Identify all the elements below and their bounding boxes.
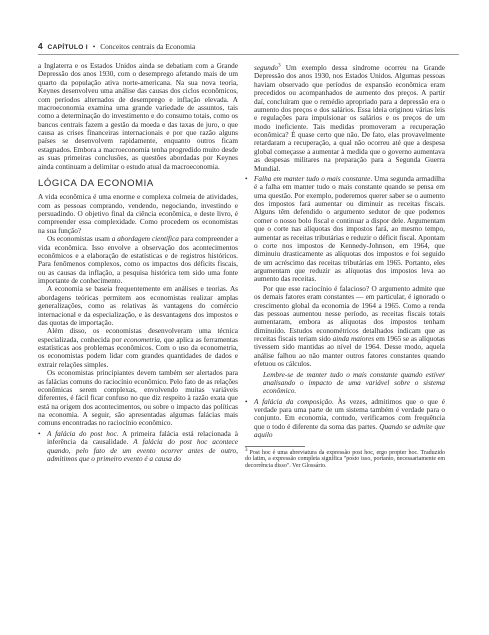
bullet-icon: • bbox=[245, 397, 248, 406]
item-label: A falácia da composição bbox=[254, 397, 332, 406]
text-run: , que aplica as ferramentas estatísticas aos problemas econômicos. Com o uso da econometria, os economistas podem lidar com grandes quantidades de dados e extrair relações simples. bbox=[38, 335, 238, 369]
running-header bbox=[38, 40, 459, 55]
paragraph: Os economistas principiantes devem também ser alertados para as falácias comuns do raciocínio econômico. Pelo fato de as relações econômicas serem complexas, envolvendo muitas variáveis diferentes, é fácil ficar confuso no que diz respeito à razão exata que está na origem dos acontecimentos, ou sobre o impacto das políticas na economia. A seguir, são apresentadas algumas falácias mais comuns encontradas no raciocínio econômico. bbox=[38, 369, 238, 428]
chapter-title: Conceitos centrais da Economia bbox=[100, 42, 196, 51]
bullet-icon: • bbox=[38, 429, 41, 438]
list-item bbox=[245, 175, 445, 396]
emphasis: ainda maiores bbox=[332, 335, 375, 343]
paragraph bbox=[38, 235, 238, 285]
footnote bbox=[245, 447, 445, 470]
list-item bbox=[38, 430, 238, 464]
emphasis: segundo bbox=[254, 64, 279, 72]
paragraph: A vida econômica é uma enorme e complexa colmeia de atividades, com as pessoas comprando, vendendo, negociando, investindo e persuadindo. O objetivo final da ciência econômica, e deste livro, é compreender essa complexidade. Como procedem os economistas na sua função? bbox=[38, 193, 238, 235]
emphasis: econometria bbox=[123, 335, 160, 344]
list-item bbox=[245, 64, 445, 173]
paragraph: A economia se baseia frequentemente em análises e teorias. As abordagens teóricas permitem aos economistas realizar amplas generalizações, como as relativas às vantagens do comércio internacional e da especialização, e às desvantagens dos impostos e das quotas de importação. bbox=[38, 285, 238, 327]
item-label: A falácia do post hoc bbox=[47, 429, 117, 438]
text-run: para compreender a vida econômica. Isso envolve a observação dos acontecimentos econômicos e a elaboração de estatísticas e de registros históricos. Para fenômenos complexos, como os impactos dos déficits fiscais, ou as causas da inflação, a pesquisa histórica tem sido uma fonte importante de conhecimento. bbox=[38, 235, 239, 285]
bullet-icon: • bbox=[245, 174, 248, 183]
footnote-text: Post hoc é uma abreviatura da expressão post hoc, ergo propter hoc. Traduzido do latim, a expressão completa significa "posto isso, portanto, necessariamente em decorrência disso". Ver Glossário. bbox=[245, 449, 445, 470]
fallacy-list-continued bbox=[245, 64, 445, 440]
paragraph bbox=[254, 285, 445, 369]
footnote-marker: 3 bbox=[245, 447, 248, 453]
emphasis: A falácia do post hoc acontece quando, pelo fato de um evento ocorrer antes de outro, admitimos que o primeiro evento é a causa do bbox=[47, 438, 238, 463]
chapter-label: CAPÍTULO I bbox=[47, 44, 88, 51]
item-label: Falha em manter tudo o mais constante bbox=[254, 174, 371, 183]
emphasis: Quando se admite que aquilo bbox=[254, 422, 445, 440]
footnote-ref[interactable]: 3 bbox=[278, 63, 281, 69]
left-column bbox=[38, 62, 238, 463]
text-run: . A primeira falácia está relacionada à inferência da causalidade. bbox=[47, 429, 238, 447]
text-run: Os economistas usam bbox=[47, 235, 112, 244]
text-run: Um exemplo dessa síndrome ocorreu na Grande Depressão dos anos 1930, nos Estados Unidos. Algumas pessoas haviam observado que períodos de expansão econômica eram precedidos ou acompanhados de aumento dos preços. A partir daí, concluíram que o remédio apropriado para a depressão era o aumento dos preços e dos salários. Essa ideia originou várias leis e regulações para impulsionar os salários e os preços de um modo ineficiente. Tais medidas promoveram a recuperação econômica? É quase certo que não. De fato, elas provavelmente retardaram a recuperação, a qual não ocorreu até que a despesa global começasse a aumentar à medida que o governo aumentava as despesas militares na preparação para a Segunda Guerra Mundial. bbox=[254, 64, 445, 173]
header-separator: • bbox=[92, 42, 96, 51]
page-number: 4 bbox=[38, 41, 43, 51]
text-run: . Uma segunda armadilha é a falha em manter tudo o mais constante quando se pensa em uma questão. Por exemplo, poderemos querer saber se o aumento dos impostos fará aumentar ou diminuir as receitas fiscais. Alguns têm defendido o argumento sedutor de que podemos comer o nosso bolo fiscal e continuar a dispor dele. Argumentam que o corte nas alíquotas dos impostos fará, ao mesmo tempo, aumentar as receitas tributárias e reduzir o déficit fiscal. Apontam o corte nos impostos de Kennedy-Johnson, em 1964, que diminuiu drasticamente as alíquotas dos impostos e foi seguido de um acréscimo das receitas tributárias em 1965. Portanto, eles argumentam que reduzir as alíquotas dos impostos leva ao aumento das receitas. bbox=[254, 174, 445, 284]
paragraph: a Inglaterra e os Estados Unidos ainda se debatiam com a Grande Depressão dos anos 1930, com o desemprego afetando mais de um quarto da população ativa norte-americana. Na sua nova teoria, Keynes desenvolveu uma análise das causas dos ciclos econômicos, com períodos alternados de desemprego e inflação elevada. A macroeconomia examina uma grande variedade de assuntos, tais como a determinação do investimento e do consumo totais, como os bancos centrais fazem a gestão da moeda e das taxas de juro, o que causa as crises financeiras internacionais e por que razão alguns países se desenvolvem rapidamente, enquanto outros ficam estagnados. Embora a macroeconomia tenha progredido muito desde as suas primeiras conclusões, as questões abordadas por Keynes ainda continuam a delimitar o estudo atual da macroeconomia. bbox=[38, 62, 238, 171]
text-run: Por que esse raciocínio é falacioso? O argumento admite que os demais fatores eram constantes — em particular, é ignorado o crescimento global da economia de 1964 a 1965. Como a renda das pessoas aumentou nesse período, as receitas fiscais totais aumentaram, embora as alíquotas dos impostos tenham diminuído. Estudos econométricos detalhados indicam que as receitas fiscais teriam sido bbox=[254, 284, 445, 343]
footnote-divider bbox=[245, 446, 305, 447]
text-run: . Às vezes, admitimos que o que é verdade para uma parte de um sistema também é verdade para o conjunto. Em economia, contudo, verificamos com frequência que o todo é diferente da soma das partes. bbox=[254, 397, 445, 431]
list-item bbox=[245, 398, 445, 440]
right-column bbox=[245, 62, 445, 470]
paragraph bbox=[38, 327, 238, 369]
emphasis: a abordagem científica bbox=[111, 235, 179, 244]
fallacy-list bbox=[38, 430, 238, 464]
text-run: em 1965 se as alíquotas tivessem sido mantidas ao nível de 1964. Desse modo, aquela análise falhou ao não manter outros fatores constantes quando efetuou os cálculos. bbox=[254, 335, 446, 369]
section-heading: LÓGICA DA ECONOMIA bbox=[38, 177, 154, 189]
callout-quote: Lembre-se de manter tudo o mais constante quando estiver analisando o impacto de uma variável sobre o sistema econômico. bbox=[263, 370, 445, 396]
text-run: Além disso, os economistas desenvolveram uma técnica especializada, conhecida por bbox=[38, 327, 238, 344]
